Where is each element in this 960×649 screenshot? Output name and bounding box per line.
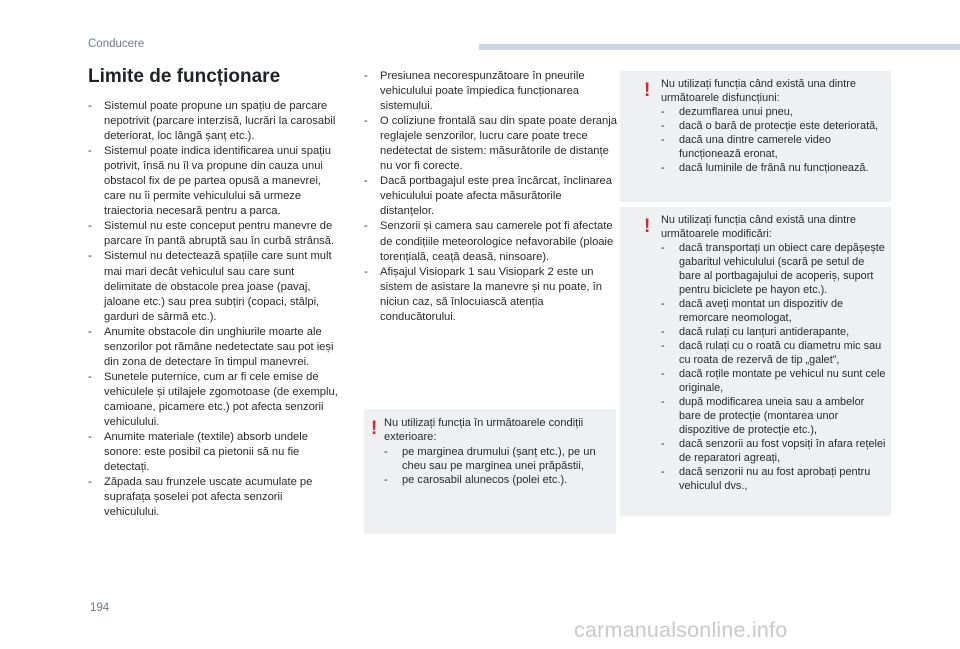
list-item: - Sunetele puternice, cum ar fi cele emise de vehiculele și utilajele zgomotoase (de exemplu, camioane, picamere etc.) pot afecta senzorii vehiculului. <box>88 370 340 430</box>
list-item: - dacă aveți montat un dispozitiv de remorcare neomologat, <box>661 297 886 325</box>
list-item: - dezumflarea unui pneu, <box>661 105 886 119</box>
warning-list <box>384 445 614 488</box>
list-item: - dacă rulați cu o roată cu diametru mic sau cu roata de rezervă de tip „galet”, <box>661 339 886 367</box>
warning-icon: ! <box>644 216 651 237</box>
warning-text <box>384 416 614 487</box>
section-header: Conducere <box>88 38 145 50</box>
list-item: - pe carosabil alunecos (polei etc.). <box>384 473 614 487</box>
list-item: - Sistemul nu este conceput pentru manevre de parcare în pantă abruptă sau în curbă strânsă. <box>88 219 340 249</box>
warning-box-exterior-conditions <box>364 409 616 534</box>
list-item: - dacă o bară de protecție este deteriorată, <box>661 119 886 133</box>
warning-text <box>661 213 886 493</box>
list-item: - Senzorii și camera sau camerele pot fi afectate de condițiile meteorologice nefavorabile (ploaie torențială, ceață deasă, ninsoare). <box>364 219 618 264</box>
limitations-column-1 <box>88 99 340 520</box>
list-item: - dacă senzorii au fost vopsiți în afara rețelei de reparatori agreați, <box>661 437 886 465</box>
warning-list <box>661 241 886 493</box>
list-item: - Sistemul nu detectează spațiile care sunt mult mai mari decât vehiculul sau care sunt delimitate de obstacole prea joase (pavaj, jaloane etc.) sau prea subțiri (copaci, stâlpi, garduri de sârmă etc.). <box>88 249 340 324</box>
warning-box-modifications <box>620 207 891 516</box>
list-item: - dacă transportați un obiect care depășește gabaritul vehiculului (scară pe setul de bare al portbagajului de acoperiș, suport pentru biciclete pe hayon etc.). <box>661 241 886 297</box>
warning-icon: ! <box>644 80 651 101</box>
list-item: - dacă luminile de frână nu funcționează. <box>661 161 886 175</box>
list-item: - dacă roțile montate pe vehicul nu sunt cele originale, <box>661 367 886 395</box>
list-item: - dacă rulați cu lanțuri antiderapante, <box>661 325 886 339</box>
list-item: - Dacă portbagajul este prea încărcat, înclinarea vehiculului poate afecta măsurătorile distanțelor. <box>364 174 618 219</box>
warning-intro: Nu utilizați funcția când există una dintre următoarele disfuncțiuni: <box>661 78 856 104</box>
list-item: - Sistemul poate indica identificarea unui spațiu potrivit, însă nu îl va propune din cauza unui obstacol fix de pe partea opusă a manevrei, care nu îi permite vehiculului să urmeze traiectoria necesară pentru a parca. <box>88 144 340 219</box>
watermark: carmanualsonline.info <box>574 618 788 642</box>
list-item: - după modificarea uneia sau a ambelor bare de protecție (montarea unor dispozitive de protecție etc.), <box>661 395 886 437</box>
warning-box-malfunctions <box>620 71 891 202</box>
list-item: - Anumite obstacole din unghiurile moarte ale senzorilor pot rămâne nedetectate sau pot ieși din zona de detectare în timpul manevrei. <box>88 325 340 370</box>
warning-text <box>661 77 886 175</box>
list-item: - Afișajul Visiopark 1 sau Visiopark 2 este un sistem de asistare la manevre și nu poate, în niciun caz, să înlocuiască atenția conducătorului. <box>364 265 618 325</box>
list-item: - dacă una dintre camerele video funcționează eronat, <box>661 133 886 161</box>
limitations-column-2 <box>364 69 618 325</box>
limitations-list-1 <box>88 99 340 520</box>
list-item: - Zăpada sau frunzele uscate acumulate pe suprafața șoselei pot afecta senzorii vehiculului. <box>88 475 340 520</box>
warning-list <box>661 105 886 175</box>
header-accent-bar <box>479 44 960 50</box>
warning-intro: Nu utilizați funcția în următoarele condiții exterioare: <box>384 417 584 444</box>
list-item: - Sistemul poate propune un spațiu de parcare nepotrivit (parcare interzisă, lucrări la carosabil deteriorat, loc lângă șanț etc.). <box>88 99 340 144</box>
list-item: - O coliziune frontală sau din spate poate deranja reglajele senzorilor, lucru care poate trece nedetectat de sistem: măsurătorile de distanțe nu vor fi corecte. <box>364 114 618 174</box>
list-item: - Presiunea necorespunzătoare în pneurile vehiculului poate împiedica funcționarea sistemului. <box>364 69 618 114</box>
page-number: 194 <box>90 602 110 614</box>
list-item: - dacă senzorii nu au fost aprobați pentru vehiculul dvs., <box>661 465 886 493</box>
warning-icon: ! <box>371 418 378 439</box>
page-title: Limite de funcționare <box>88 66 281 87</box>
warning-intro: Nu utilizați funcția când există una dintre următoarele modificări: <box>661 214 856 240</box>
limitations-list-2 <box>364 69 618 325</box>
list-item: - pe marginea drumului (șanț etc.), pe un cheu sau pe marginea unei prăpăstii, <box>384 445 614 474</box>
list-item: - Anumite materiale (textile) absorb undele sonore: este posibil ca pietonii să nu fie detectați. <box>88 430 340 475</box>
